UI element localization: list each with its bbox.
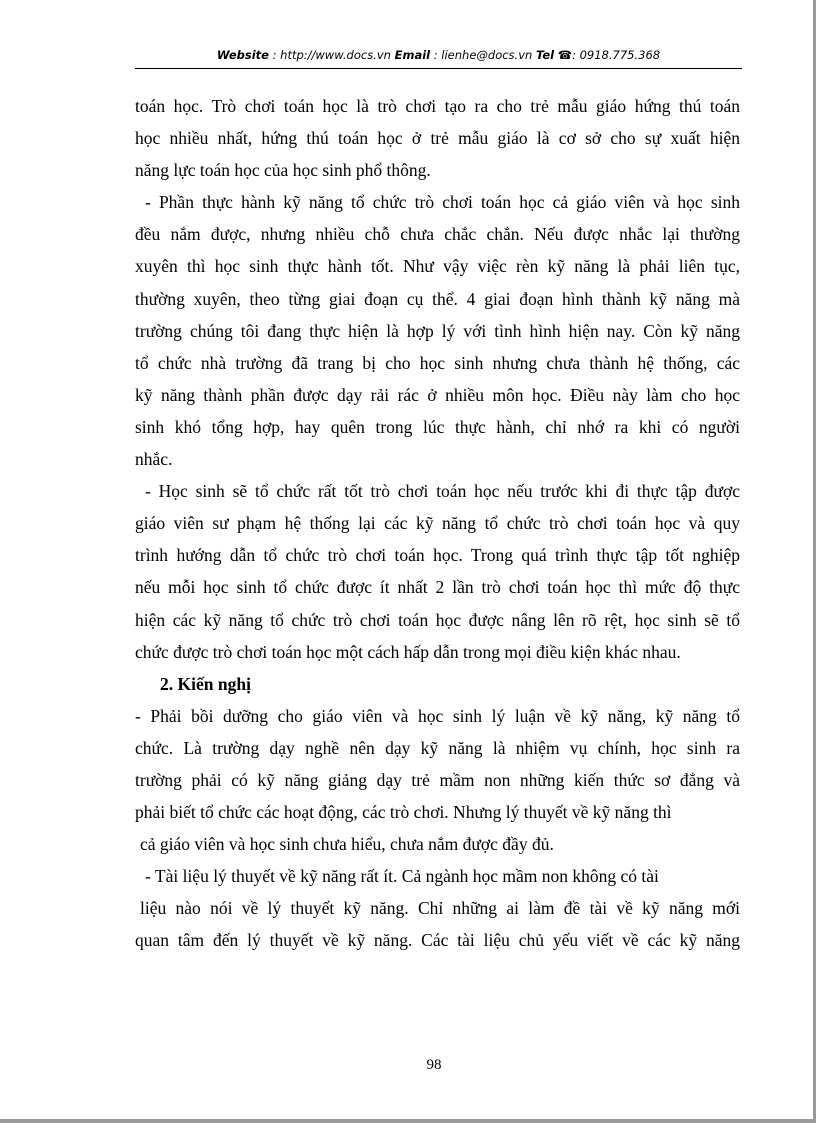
text-line: - Tài liệu lý thuyết về kỹ năng rất ít. Cả ngành học mầm non không có tài (145, 866, 659, 887)
text-line: thường xuyên, theo từng giai đoạn cụ thể. 4 giai đoạn hình thành kỹ năng mà (135, 288, 740, 309)
page-header: Website : http://www.docs.vn Email : lienhe@docs.vn Tel ☎: 0918.775.368 (216, 48, 661, 62)
text-line: trường chúng tôi đang thực hiện là hợp lý với tình hình hiện nay. Còn kỹ năng (135, 320, 740, 341)
text-line: - Phần thực hành kỹ năng tổ chức trò chơi toán học cả giáo viên và học sinh (145, 192, 740, 213)
text-line: phải biết tổ chức các hoạt động, các trò chơi. Nhưng lý thuyết về kỹ năng thì (135, 802, 672, 823)
text-line: giáo viên sư phạm hệ thống lại các kỹ năng tổ chức trò chơi toán học và quy (135, 513, 740, 534)
text-line: kỹ năng thành phần được dạy rải rác ở nhiều môn học. Điều này làm cho học (135, 384, 740, 405)
text-line: tổ chức nhà trường đã trang bị cho học sinh nhưng chưa thành hệ thống, các (135, 352, 740, 373)
text-line: hiện các kỹ năng tổ chức trò chơi toán học được nâng lên rõ rệt, học sinh sẽ tổ (135, 609, 740, 630)
tel-value: 0918.775.368 (579, 48, 661, 62)
section-heading: 2. Kiến nghị (160, 673, 251, 694)
tel-label: Tel (535, 48, 555, 62)
email-link[interactable]: lienhe@docs.vn (441, 48, 533, 62)
text-line: đều nắm được, nhưng nhiều chỗ chưa chắc chắn. Nếu được nhắc lại thường (135, 224, 740, 245)
text-line: trình hướng dẫn tổ chức trò chơi toán học. Trong quá trình thực tập tốt nghiệp (135, 545, 740, 566)
text-line: nhắc. (135, 449, 173, 470)
document-body (135, 90, 740, 957)
text-line: - Phải bồi dưỡng cho giáo viên và học sinh lý luận về kỹ năng, kỹ năng tổ (135, 705, 740, 726)
text-line: quan tâm đến lý thuyết về kỹ năng. Các tài liệu chủ yếu viết về các kỹ năng (135, 930, 740, 951)
text-line: liệu nào nói về lý thuyết kỹ năng. Chỉ những ai làm đề tài về kỹ năng mới (140, 898, 740, 919)
text-line: cả giáo viên và học sinh chưa hiểu, chưa nắm được đầy đủ. (140, 834, 554, 855)
text-line: toán học. Trò chơi toán học là trò chơi tạo ra cho trẻ mẫu giáo hứng thú toán (135, 96, 740, 116)
text-line: sinh khó tổng hợp, hay quên trong lúc thực hành, chỉ nhớ ra khi có người (135, 416, 740, 437)
phone-icon: ☎ (557, 48, 573, 62)
text-line: nếu mỗi học sinh tổ chức được ít nhất 2 lần trò chơi toán học thì mức độ thực (135, 577, 740, 598)
website-label: Website (216, 48, 269, 62)
website-link[interactable]: http://www.docs.vn (280, 48, 391, 62)
text-line: xuyên thì học sinh thực hành tốt. Như vậy việc rèn kỹ năng là phải liên tục, (135, 256, 740, 277)
email-label: Email (394, 48, 431, 62)
text-line: học nhiều nhất, hứng thú toán học ở trẻ mẫu giáo là cơ sở cho sự xuất hiện (135, 128, 740, 149)
text-line: năng lực toán học của học sinh phổ thông. (135, 160, 431, 181)
page-number: 98 (426, 1057, 442, 1073)
text-line: trường phải có kỹ năng giảng dạy trẻ mầm non những kiến thức sơ đẳng và (135, 769, 740, 790)
text-line: chức. Là trường dạy nghề nên dạy kỹ năng là nhiệm vụ chính, học sinh ra (135, 737, 740, 758)
text-line: - Học sinh sẽ tổ chức rất tốt trò chơi toán học nếu trước khi đi thực tập được (145, 481, 740, 502)
page-edge-bottom (0, 1119, 816, 1123)
text-line: chức được trò chơi toán học một cách hấp dẫn trong mọi điều kiện khác nhau. (135, 641, 681, 662)
header-rule (135, 68, 742, 69)
